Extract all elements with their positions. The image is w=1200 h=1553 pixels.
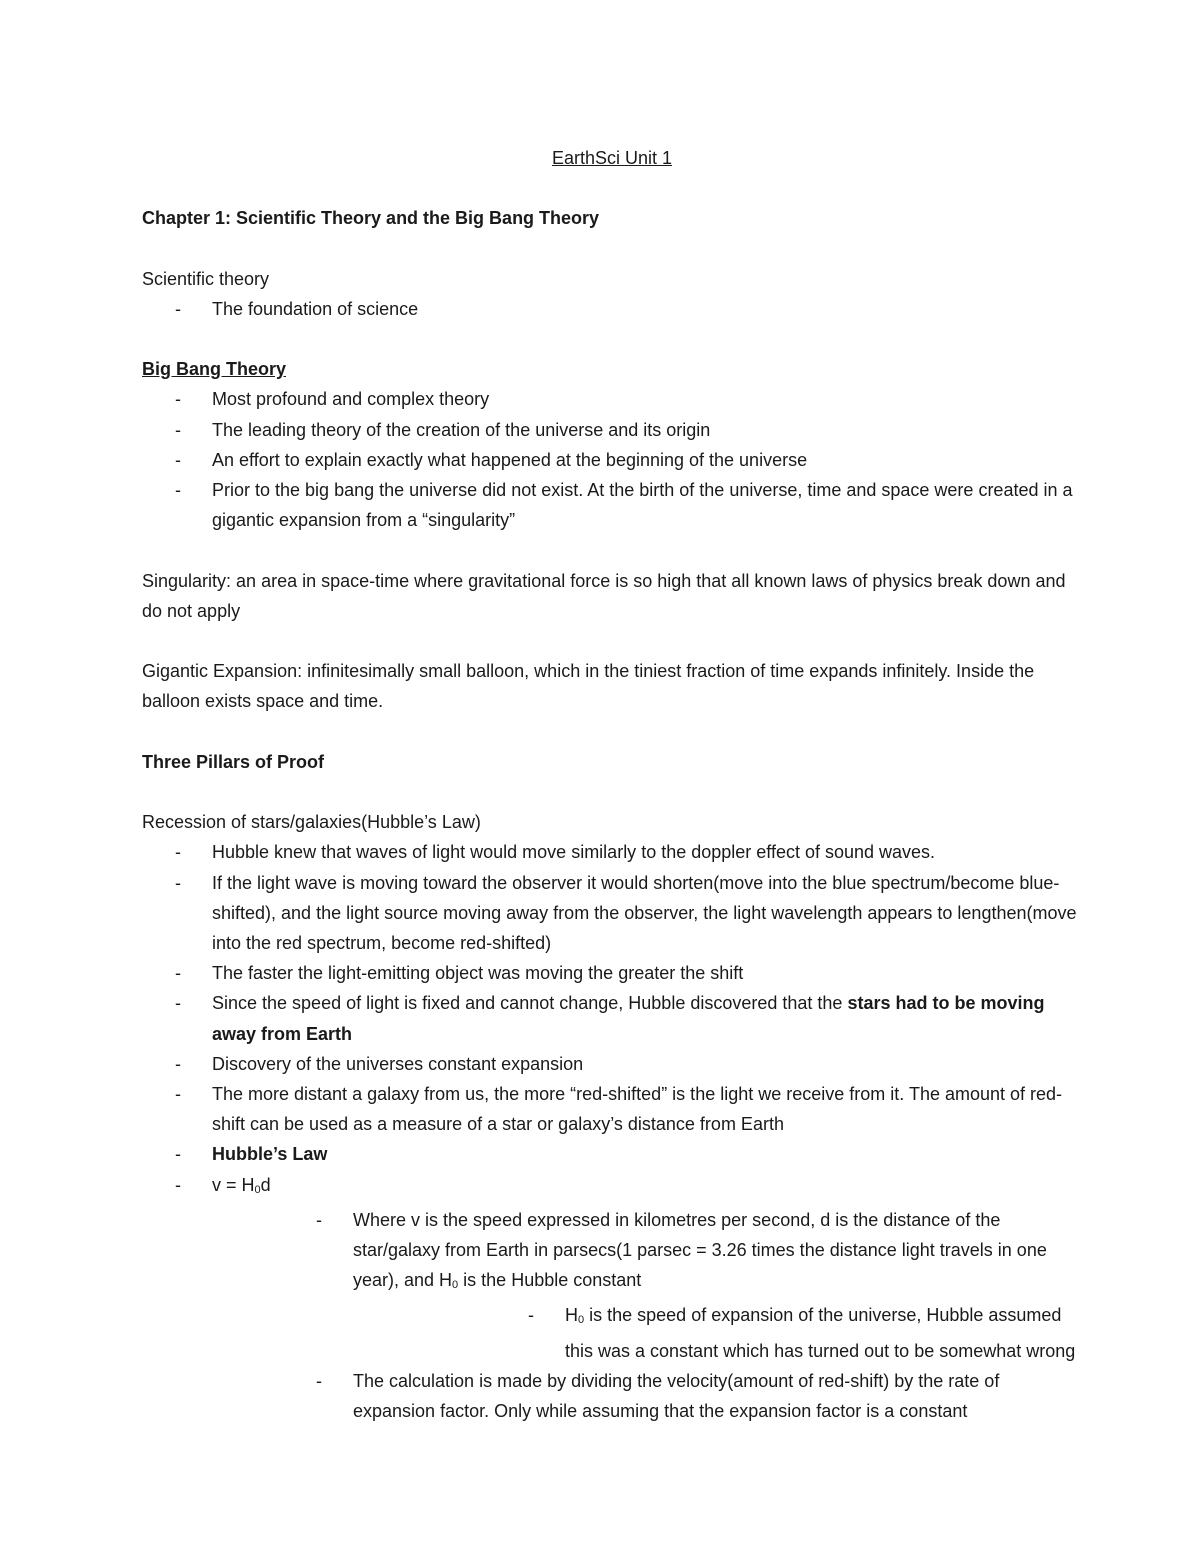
list-item <box>142 1139 1082 1169</box>
list-item-text: is the Hubble constant <box>458 1270 642 1291</box>
list-item: - Discovery of the universes constant expansion <box>142 1049 1082 1079</box>
nested-sublist <box>353 1300 1082 1365</box>
chapter-heading: Chapter 1: Scientific Theory and the Big Bang Theory <box>142 208 600 229</box>
formula-subscript: 0 <box>254 1183 261 1196</box>
subscript: 0 <box>452 1279 459 1292</box>
subscript: 0 <box>578 1314 585 1327</box>
formula-text: d <box>260 1174 271 1195</box>
list-item: - Prior to the big bang the universe did not exist. At the birth of the universe, time and space were created in a gigantic expansion from a “singularity” <box>142 475 1082 535</box>
list-item <box>353 1300 1082 1365</box>
formula-text: v = H <box>212 1174 255 1195</box>
formula-item <box>142 1170 1082 1427</box>
expansion-definition: Gigantic Expansion: infinitesimally small balloon, which in the tiniest fraction of time expands infinitely. Inside the balloon exists space and time. <box>142 661 1035 712</box>
list-item: - Hubble knew that waves of light would move similarly to the doppler effect of sound waves. <box>142 837 1082 867</box>
big-bang-list <box>142 384 1082 535</box>
list-item-text: Where v is the speed expressed in kilometres per second, d is the distance of the star/galaxy from Earth in parsecs(1 parsec = 3.26 times the distance light travels in one year), and H <box>353 1209 1047 1291</box>
spacer <box>142 324 1082 354</box>
list-item: - The calculation is made by dividing the velocity(amount of red-shift) by the rate of expansion factor. Only while assuming that the expansion factor is a constant <box>212 1366 1082 1426</box>
list-item: - Most profound and complex theory <box>142 384 1082 414</box>
formula-sublist <box>212 1205 1082 1426</box>
list-item: - An effort to explain exactly what happened at the beginning of the universe <box>142 445 1082 475</box>
spacer <box>142 626 1082 656</box>
hubble-law-label: Hubble’s Law <box>212 1144 328 1165</box>
recession-list <box>142 837 1082 1426</box>
document-title: EarthSci Unit 1 <box>551 148 673 168</box>
spacer <box>142 233 1082 263</box>
singularity-definition: Singularity: an area in space-time where gravitational force is so high that all known laws of physics break down and do not apply <box>142 570 1066 621</box>
spacer <box>142 717 1082 747</box>
list-item-text: Since the speed of light is fixed and cannot change, Hubble discovered that the <box>212 993 848 1014</box>
list-item: - The more distant a galaxy from us, the more “red-shifted” is the light we receive from it. The amount of red-shift can be used as a measure of a star or galaxy’s distance from Earth <box>142 1079 1082 1139</box>
list-item-text: H <box>565 1305 578 1326</box>
spacer <box>142 777 1082 807</box>
list-item: - If the light wave is moving toward the observer it would shorten(move into the blue spectrum/become blue-shifted), and the light source moving away from the observer, the light wavelength appears to lengthen(move into the red spectrum, become red-shifted) <box>142 868 1082 959</box>
recession-label: Recession of stars/galaxies(Hubble’s Law) <box>142 812 481 833</box>
scientific-theory-label: Scientific theory <box>142 268 270 289</box>
list-item: - The leading theory of the creation of the universe and its origin <box>142 415 1082 445</box>
list-item <box>142 988 1082 1048</box>
list-item-text: is the speed of expansion of the universe, Hubble assumed this was a constant which has turned out to be somewhat wrong <box>565 1305 1076 1361</box>
spacer <box>142 535 1082 565</box>
document-body <box>142 143 1082 1426</box>
big-bang-heading: Big Bang Theory <box>142 359 287 380</box>
pillars-heading: Three Pillars of Proof <box>142 751 325 772</box>
list-item <box>212 1205 1082 1366</box>
scientific-theory-list <box>142 294 1082 324</box>
list-item-emphasis: stars had to be moving away from Earth <box>212 993 1045 1044</box>
list-item: - The faster the light-emitting object was moving the greater the shift <box>142 958 1082 988</box>
list-item: - The foundation of science <box>142 294 1082 324</box>
